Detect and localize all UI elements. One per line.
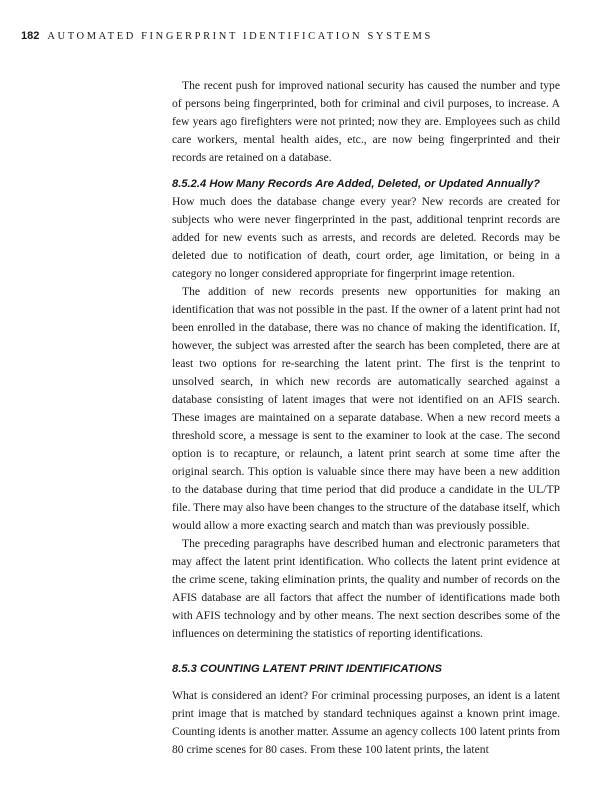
page-body: [172, 77, 560, 759]
paragraph-database-change: How much does the database change every year? New records are created for subjects who were never fingerprinted in the past, additional tenprint records are added for new events such as arrests, and records are deleted. Records may be deleted due to notification of death, court order, age limitation, or being in a category no longer considered appropriate for fingerprint image retention.: [172, 195, 560, 280]
running-head: [21, 30, 581, 42]
running-title: AUTOMATED FINGERPRINT IDENTIFICATION SYSTEMS: [47, 31, 433, 42]
paragraph-preceding-summary: The preceding paragraphs have described human and electronic parameters that may affect the latent print identification. Who collects the latent print evidence at the crime scene, taking elimination prints, the quality and number of records on the AFIS database are all factors that affect the number of identifications made both with AFIS technology and by other means. The next section describes some of the influences on determining the statistics of reporting identifications.: [172, 537, 560, 640]
page-number: 182: [21, 30, 40, 42]
section-heading-8-5-2-4: 8.5.2.4 How Many Records Are Added, Deleted, or Updated Annually?: [172, 178, 541, 190]
section-heading-8-5-3: 8.5.3 COUNTING LATENT PRINT IDENTIFICATIONS: [172, 663, 442, 675]
paragraph-new-records: The addition of new records presents new opportunities for making an identification that was not possible in the past. If the owner of a latent print had not been enrolled in the database, there was no chance of making the identification. If, however, the subject was arrested after the search has been completed, there are at least two options for re-searching the latent print. The first is the tenprint to unsolved search, in which new records are automatically searched against a database consisting of latent images that were not identified on an AFIS search. These images are maintained on a separate database. When a new record meets a threshold score, a message is sent to the examiner to look at the case. The second option is to recapture, or relaunch, a latent print search at some time after the original search. This option is valuable since there may have been a new addition to the database during that time period that did produce a candidate in the UL/TP file. There may also have been changes to the structure of the database itself, which would allow a more exacting search and match than was previously possible.: [172, 285, 560, 532]
paragraph-intro: The recent push for improved national security has caused the number and type of persons being fingerprinted, both for criminal and civil purposes, to increase. A few years ago firefighters were not printed; now they are. Employees such as child care workers, mental health aides, etc., are now being fingerprinted and their records are retained on a database.: [172, 79, 560, 164]
paragraph-ident-definition: What is considered an ident? For criminal processing purposes, an ident is a latent print image that is matched by standard techniques against a known print image. Counting idents is another matter. Assume an agency collects 100 latent prints from 80 crime scenes for 80 cases. From these 100 latent prints, the latent: [172, 689, 560, 756]
